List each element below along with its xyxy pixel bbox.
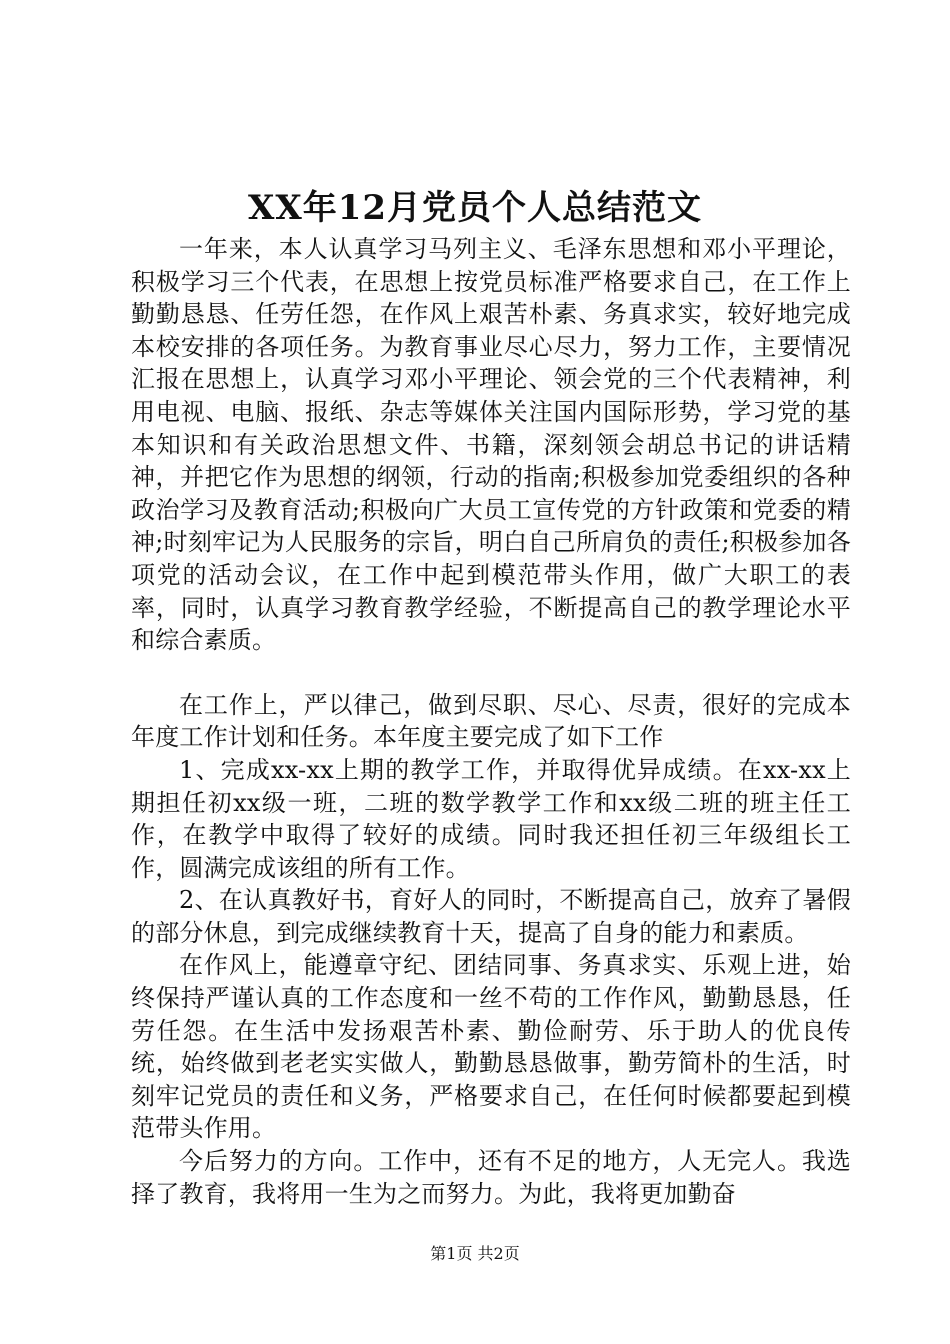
paragraph-5: 在作风上，能遵章守纪、团结同事、务真求实、乐观上进，始终保持严谨认真的工作态度和一丝不苟的工作作风，勤勤恳恳，任劳任怨。在生活中发扬艰苦朴素、勤俭耐劳、乐于助人的优良传统，始终做到老老实实做人，勤勤恳恳做事，勤劳简朴的生活，时刻牢记党员的责任和义务，严格要求自己，在任何时候都要起到模范带头作用。 [131,951,851,1143]
document-title: XX年12月党员个人总结范文 [247,188,703,228]
paragraph-2: 在工作上，严以律己，做到尽职、尽心、尽责，很好的完成本年度工作计划和任务。本年度主要完成了如下工作 [131,690,851,752]
paragraph-3: 1、完成xx-xx上期的教学工作，并取得优异成绩。在xx-xx上期担任初xx级一班，二班的数学教学工作和xx级二班的班主任工作，在教学中取得了较好的成绩。同时我还担任初三年级组长工作，圆满完成该组的所有工作。 [131,755,851,882]
paragraph-4: 2、在认真教好书，育好人的同时，不断提高自己，放弃了暑假的部分休息，到完成继续教育十天，提高了自身的能力和素质。 [131,886,851,947]
page-number-footer: 第1页 共2页 [430,1244,520,1263]
paragraph-1: 一年来，本人认真学习马列主义、毛泽东思想和邓小平理论，积极学习三个代表，在思想上按党员标准严格要求自己，在工作上勤勤恳恳、任劳任怨，在作风上艰苦朴素、务真求实，较好地完成本校安排的各项任务。为教育事业尽心尽力，努力工作，主要情况汇报在思想上，认真学习邓小平理论、领会党的三个代表精神，利用电视、电脑、报纸、杂志等媒体关注国内国际形势，学习党的基本知识和有关政治思想文件、书籍，深刻领会胡总书记的讲话精神，并把它作为思想的纲领，行动的指南;积极参加党委组织的各种政治学习及教育活动;积极向广大员工宣传党的方针政策和党委的精神;时刻牢记为人民服务的宗旨，明白自己所肩负的责任;积极参加各项党的活动会议，在工作中起到模范带头作用，做广大职工的表率，同时，认真学习教育教学经验，不断提高自己的教学理论水平和综合素质。 [131,235,851,655]
paragraph-6: 今后努力的方向。工作中，还有不足的地方，人无完人。我选择了教育，我将用一生为之而努力。为此，我将更加勤奋 [131,1147,851,1208]
document-body [131,233,851,1210]
